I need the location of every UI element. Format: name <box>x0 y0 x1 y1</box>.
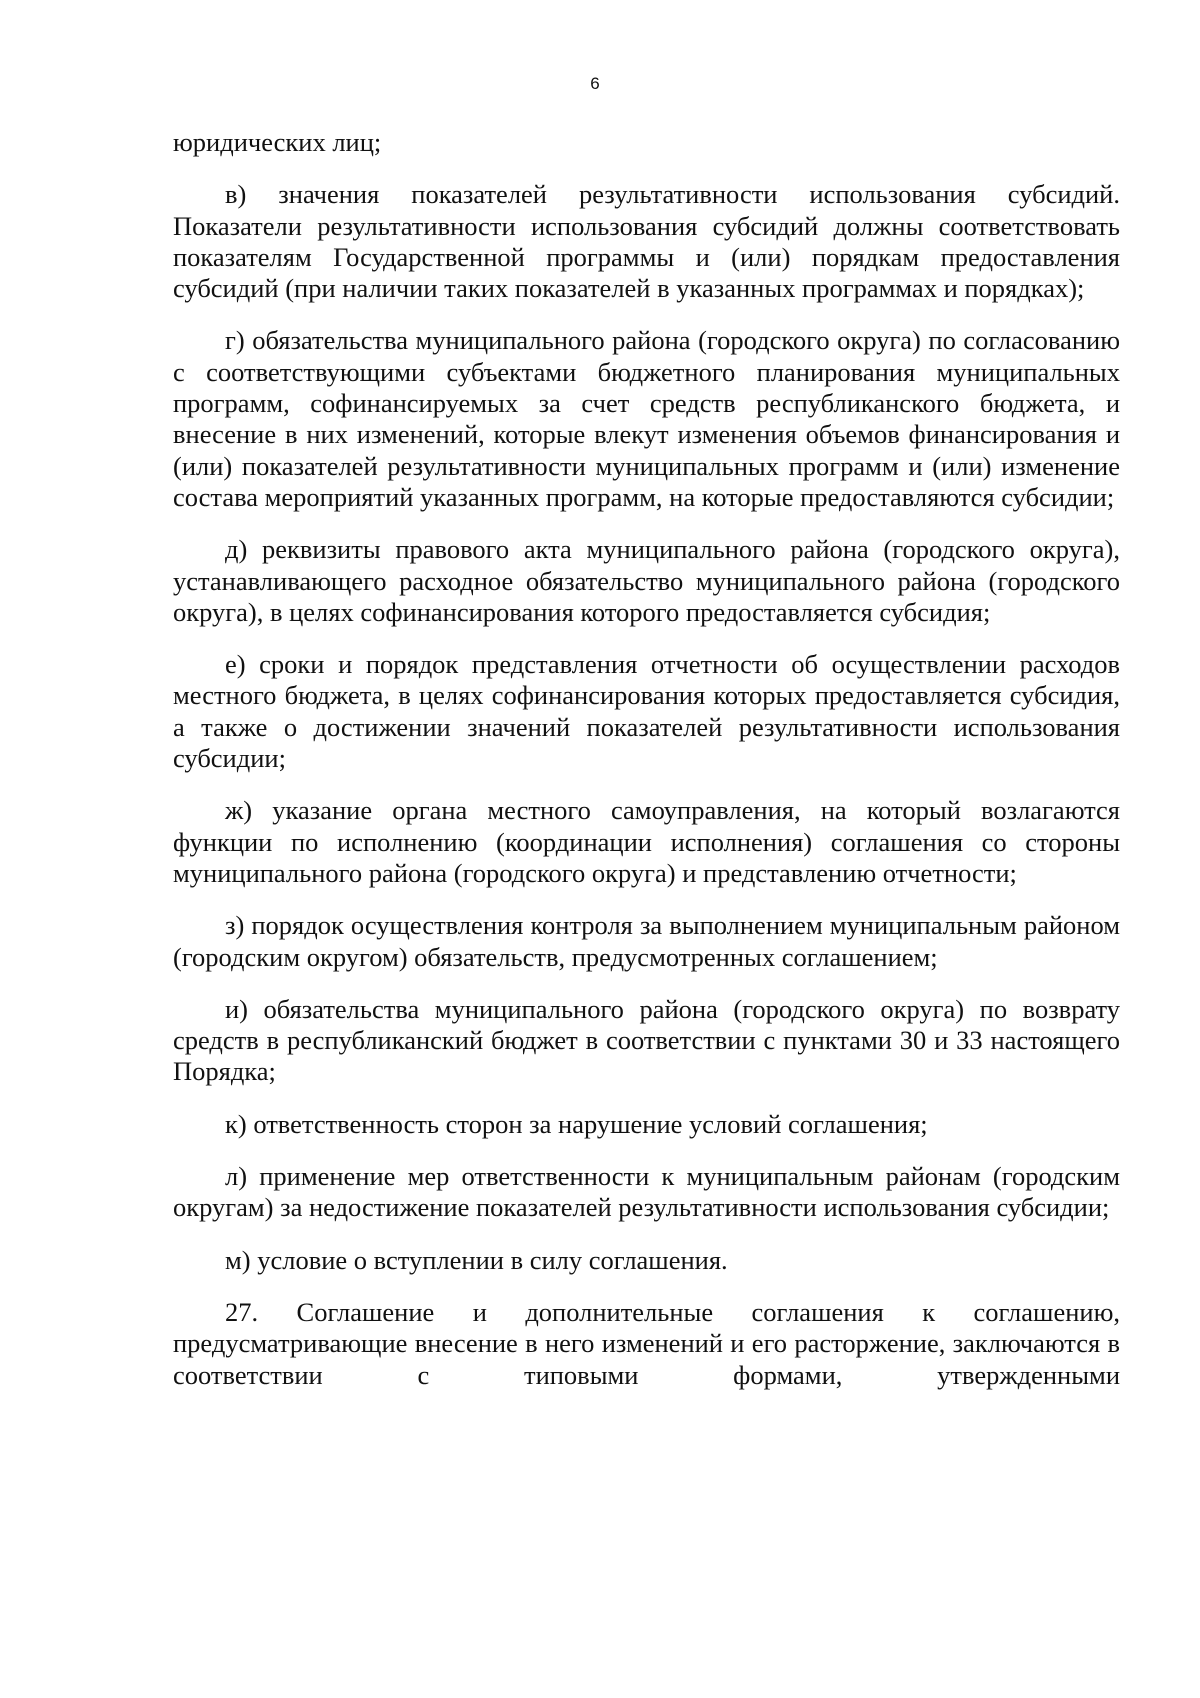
paragraph-continuation: юридических лиц; <box>173 127 382 157</box>
paragraph-section-27: 27. Соглашение и дополнительные соглашения к соглашению, предусматривающие внесение в него изменений и его расторжение, заключаются в соответствии с типовыми формами, утвержденными <box>173 1296 1120 1390</box>
paragraph-item-z: з) порядок осуществления контроля за выполнением муниципальным районом (городским округом) обязательств, предусмотренных соглашением; <box>173 910 1120 972</box>
paragraph-item-g: г) обязательства муниципального района (городского округа) по согласованию с соответствующими субъектами бюджетного планирования муниципальных программ, софинансируемых за счет средств республиканского бюджета, и внесение в них изменений, которые влекут изменения объемов финансирования и (или) показателей результативности муниципальных программ и (или) изменение состава мероприятий указанных программ, на которые предоставляются субсидии; <box>173 325 1120 512</box>
paragraph-item-m: м) условие о вступлении в силу соглашения. <box>225 1244 728 1275</box>
paragraph-item-v: в) значения показателей результативности использования субсидий. Показатели результативности использования субсидий должны соответствовать показателям Государственной программы и (или) порядкам предоставления субсидий (при наличии таких показателей в указанных программах и порядках); <box>173 179 1120 304</box>
paragraph-item-zh: ж) указание органа местного самоуправления, на который возлагаются функции по исполнению (координации исполнения) соглашения со стороны муниципального района (городского округа) и представлению отчетности; <box>173 795 1120 888</box>
paragraph-item-e: е) сроки и порядок представления отчетности об осуществлении расходов местного бюджета, в целях софинансирования которых предоставляется субсидия, а также о достижении значений показателей результативности использования субсидии; <box>173 649 1120 774</box>
paragraph-item-i: и) обязательства муниципального района (городского округа) по возврату средств в республиканский бюджет в соответствии с пунктами 30 и 33 настоящего Порядка; <box>173 993 1120 1087</box>
document-body <box>173 127 1120 1412</box>
paragraph-item-k: к) ответственность сторон за нарушение условий соглашения; <box>225 1108 928 1139</box>
page-number: 6 <box>590 74 600 93</box>
paragraph-item-l: л) применение мер ответственности к муниципальным районам (городским округам) за недостижение показателей результативности использования субсидии; <box>173 1161 1120 1223</box>
paragraph-item-d: д) реквизиты правового акта муниципального района (городского округа), устанавливающего расходное обязательство муниципального района (городского округа), в целях софинансирования которого предоставляется субсидия; <box>173 534 1120 627</box>
